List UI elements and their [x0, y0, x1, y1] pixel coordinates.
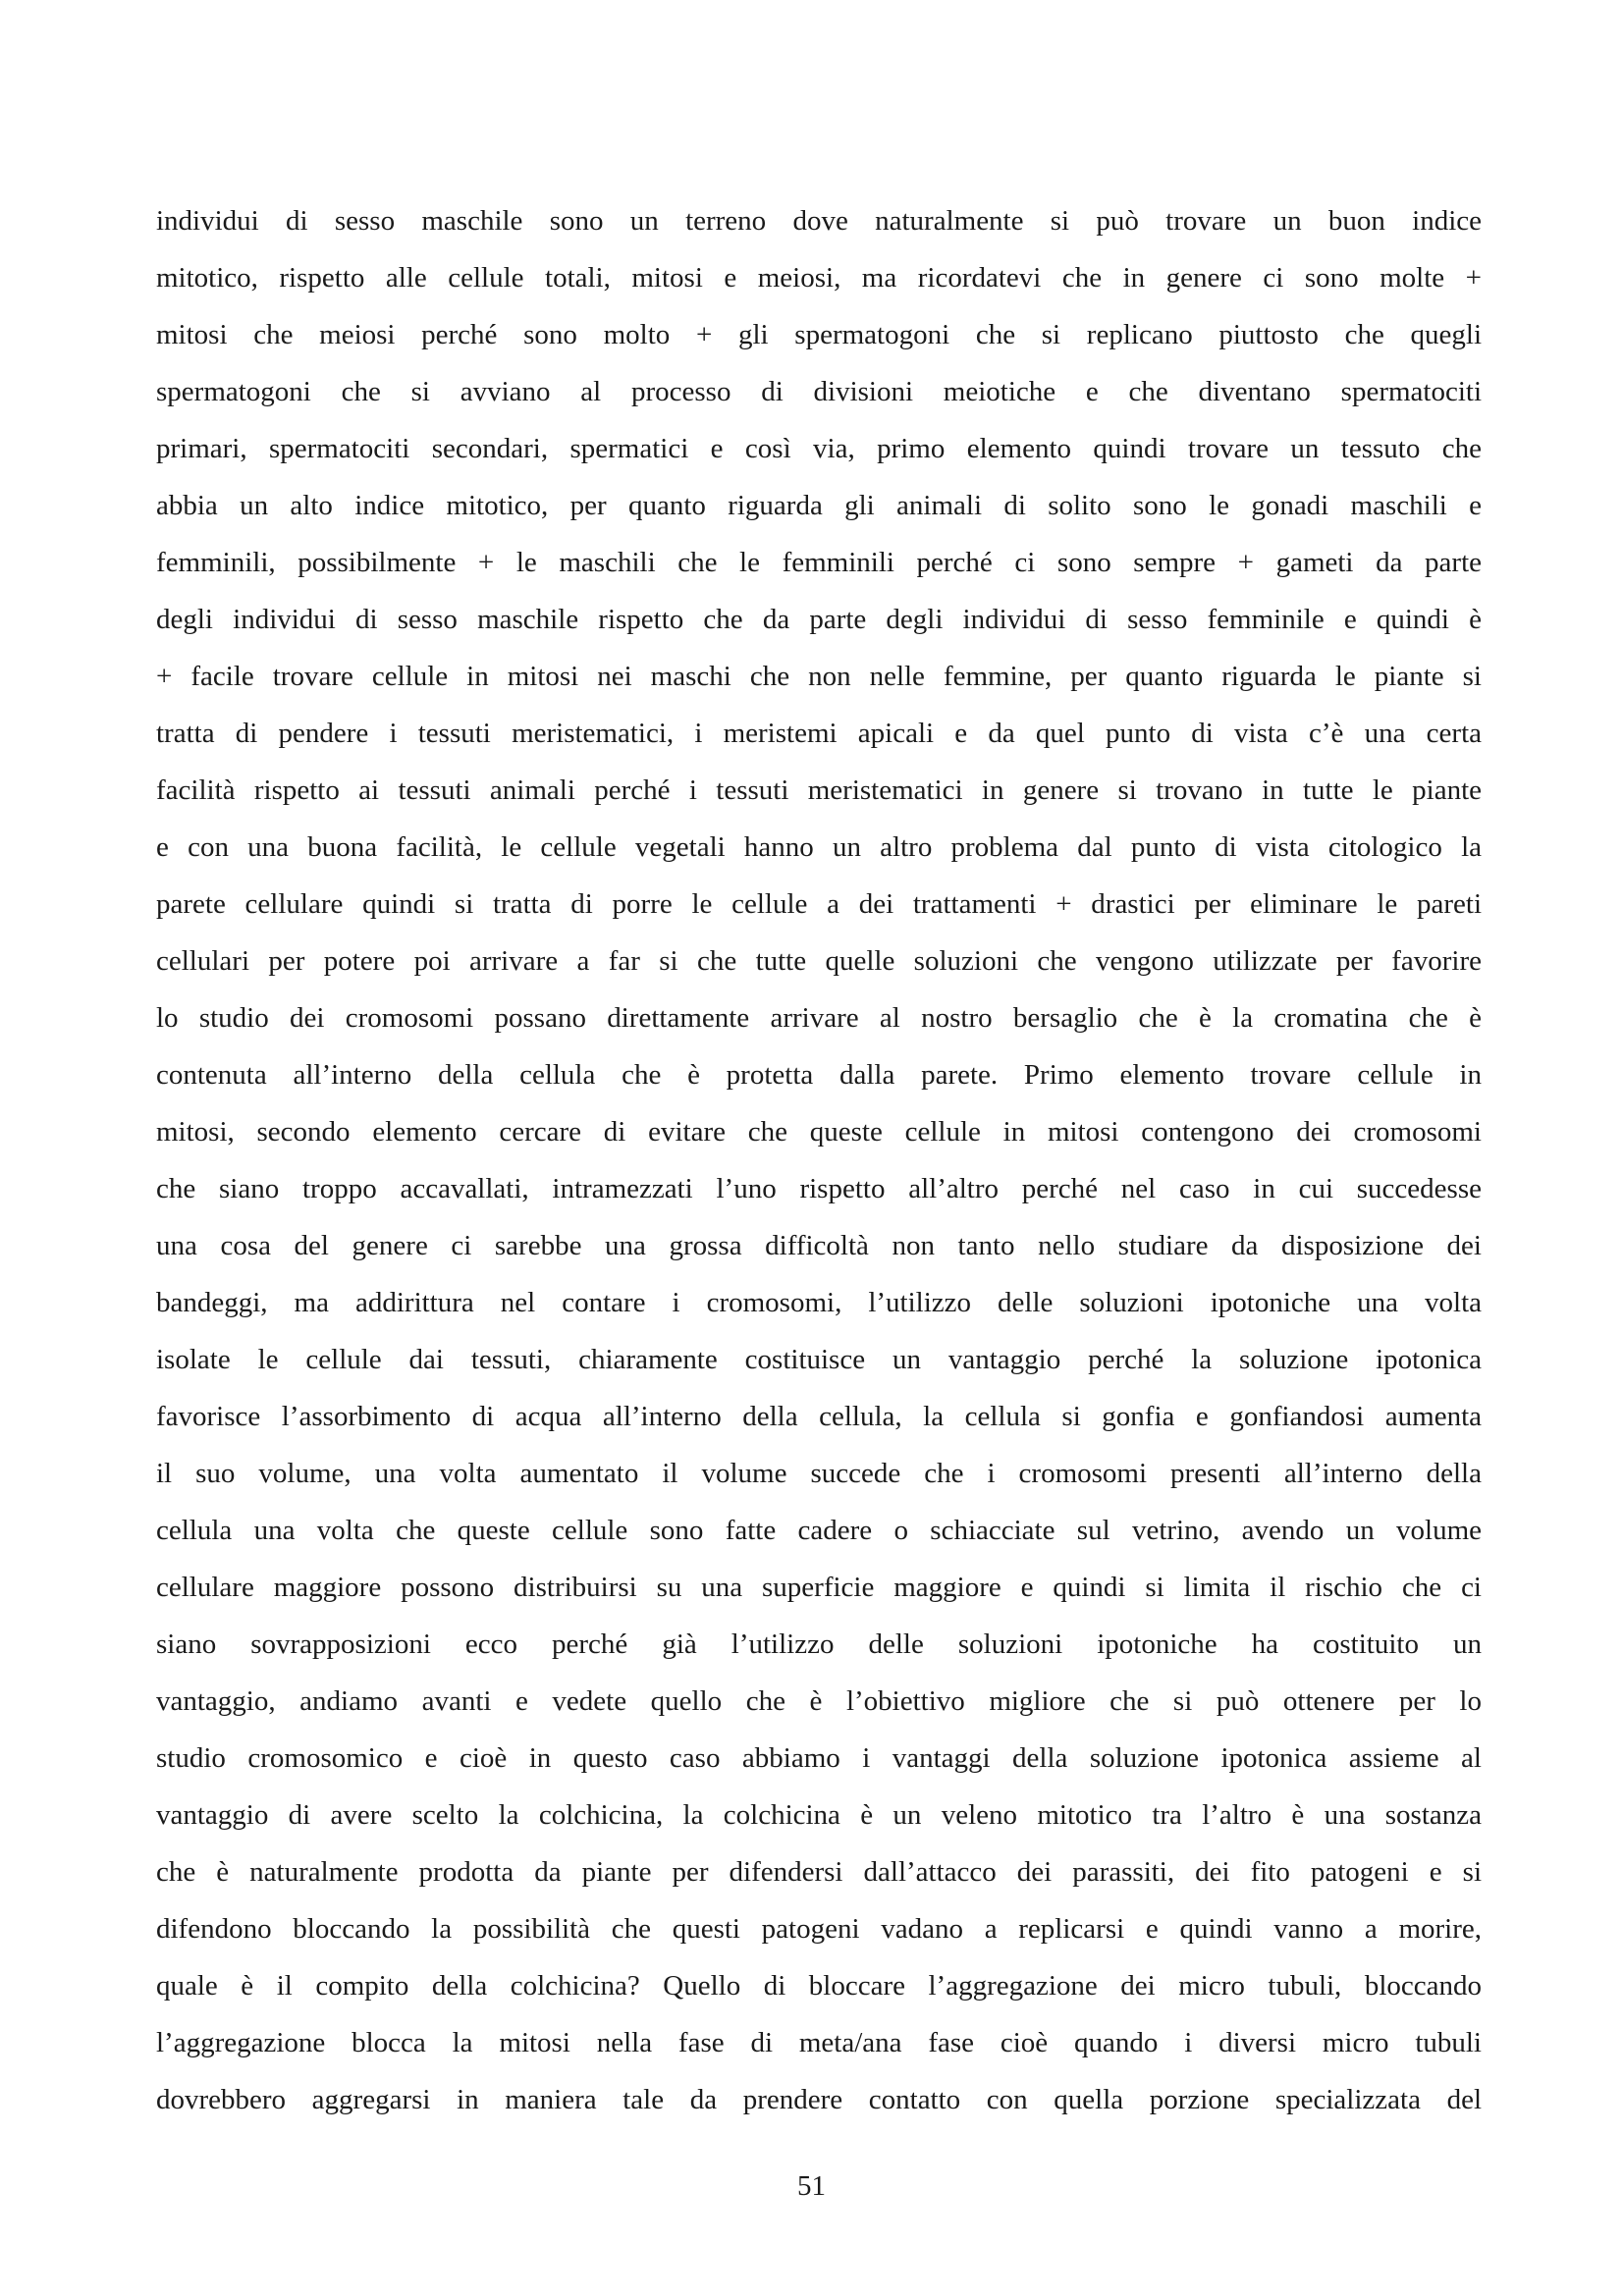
text-line: isolate le cellule dai tessuti, chiaramente costituisce un vantaggio perché la soluzione ipotonica: [156, 1344, 1482, 1375]
text-line: individui di sesso maschile sono un terreno dove naturalmente si può trovare un buon indice: [156, 205, 1482, 237]
page-number: 51: [797, 2170, 826, 2202]
text-line: parete cellulare quindi si tratta di porre le cellule a dei trattamenti + drastici per eliminare le pareti: [156, 888, 1482, 920]
text-line: cellula una volta che queste cellule sono fatte cadere o schiacciate sul vetrino, avendo un volume: [156, 1515, 1482, 1546]
text-line: cellulari per potere poi arrivare a far si che tutte quelle soluzioni che vengono utilizzate per favorire: [156, 945, 1482, 977]
text-line: femminili, possibilmente + le maschili che le femminili perché ci sono sempre + gameti da parte: [156, 547, 1482, 578]
text-line: siano sovrapposizioni ecco perché già l’utilizzo delle soluzioni ipotoniche ha costituito un: [156, 1629, 1482, 1660]
text-line: l’aggregazione blocca la mitosi nella fase di meta/ana fase cioè quando i diversi micro tubuli: [156, 2027, 1482, 2058]
text-line: che siano troppo accavallati, intramezzati l’uno rispetto all’altro perché nel caso in cui succedesse: [156, 1173, 1482, 1204]
text-line: contenuta all’interno della cellula che è protetta dalla parete. Primo elemento trovare cellule in: [156, 1059, 1482, 1091]
text-line: degli individui di sesso maschile rispetto che da parte degli individui di sesso femminile e quindi è: [156, 604, 1482, 635]
text-line: il suo volume, una volta aumentato il volume succede che i cromosomi presenti all’interno della: [156, 1458, 1482, 1489]
text-line: mitosi, secondo elemento cercare di evitare che queste cellule in mitosi contengono dei cromosomi: [156, 1116, 1482, 1148]
text-line: abbia un alto indice mitotico, per quanto riguarda gli animali di solito sono le gonadi maschili e: [156, 490, 1482, 521]
text-line: mitosi che meiosi perché sono molto + gli spermatogoni che si replicano piuttosto che quegli: [156, 319, 1482, 350]
text-line: studio cromosomico e cioè in questo caso abbiamo i vantaggi della soluzione ipotonica assieme al: [156, 1742, 1482, 1774]
text-line: dovrebbero aggregarsi in maniera tale da prendere contatto con quella porzione specializzata del: [156, 2084, 1482, 2115]
text-line: spermatogoni che si avviano al processo di divisioni meiotiche e che diventano spermatociti: [156, 376, 1482, 407]
text-line: e con una buona facilità, le cellule vegetali hanno un altro problema dal punto di vista citologico la: [156, 831, 1482, 863]
text-line: cellulare maggiore possono distribuirsi su una superficie maggiore e quindi si limita il rischio che ci: [156, 1572, 1482, 1603]
text-line: difendono bloccando la possibilità che questi patogeni vadano a replicarsi e quindi vanno a morire,: [156, 1913, 1482, 1945]
text-line: primari, spermatociti secondari, spermatici e così via, primo elemento quindi trovare un tessuto che: [156, 433, 1482, 464]
text-line: vantaggio, andiamo avanti e vedete quello che è l’obiettivo migliore che si può ottenere per lo: [156, 1685, 1482, 1717]
text-line: bandeggi, ma addirittura nel contare i cromosomi, l’utilizzo delle soluzioni ipotoniche una volta: [156, 1287, 1482, 1318]
text-line: mitotico, rispetto alle cellule totali, mitosi e meiosi, ma ricordatevi che in genere ci sono molte +: [156, 262, 1482, 294]
text-line: che è naturalmente prodotta da piante per difendersi dall’attacco dei parassiti, dei fito patogeni e si: [156, 1856, 1482, 1888]
text-line: favorisce l’assorbimento di acqua all’interno della cellula, la cellula si gonfia e gonfiandosi aumenta: [156, 1401, 1482, 1432]
body-text: [156, 192, 1482, 2128]
text-line: vantaggio di avere scelto la colchicina, la colchicina è un veleno mitotico tra l’altro è una sostanza: [156, 1799, 1482, 1831]
text-line: una cosa del genere ci sarebbe una grossa difficoltà non tanto nello studiare da disposizione dei: [156, 1230, 1482, 1261]
text-line: quale è il compito della colchicina? Quello di bloccare l’aggregazione dei micro tubuli, bloccando: [156, 1970, 1482, 2002]
text-line: + facile trovare cellule in mitosi nei maschi che non nelle femmine, per quanto riguarda le piante si: [156, 661, 1482, 692]
text-line: lo studio dei cromosomi possano direttamente arrivare al nostro bersaglio che è la cromatina che è: [156, 1002, 1482, 1034]
text-line: tratta di pendere i tessuti meristematici, i meristemi apicali e da quel punto di vista c’è una certa: [156, 718, 1482, 749]
text-line: facilità rispetto ai tessuti animali perché i tessuti meristematici in genere si trovano in tutte le piante: [156, 774, 1482, 806]
